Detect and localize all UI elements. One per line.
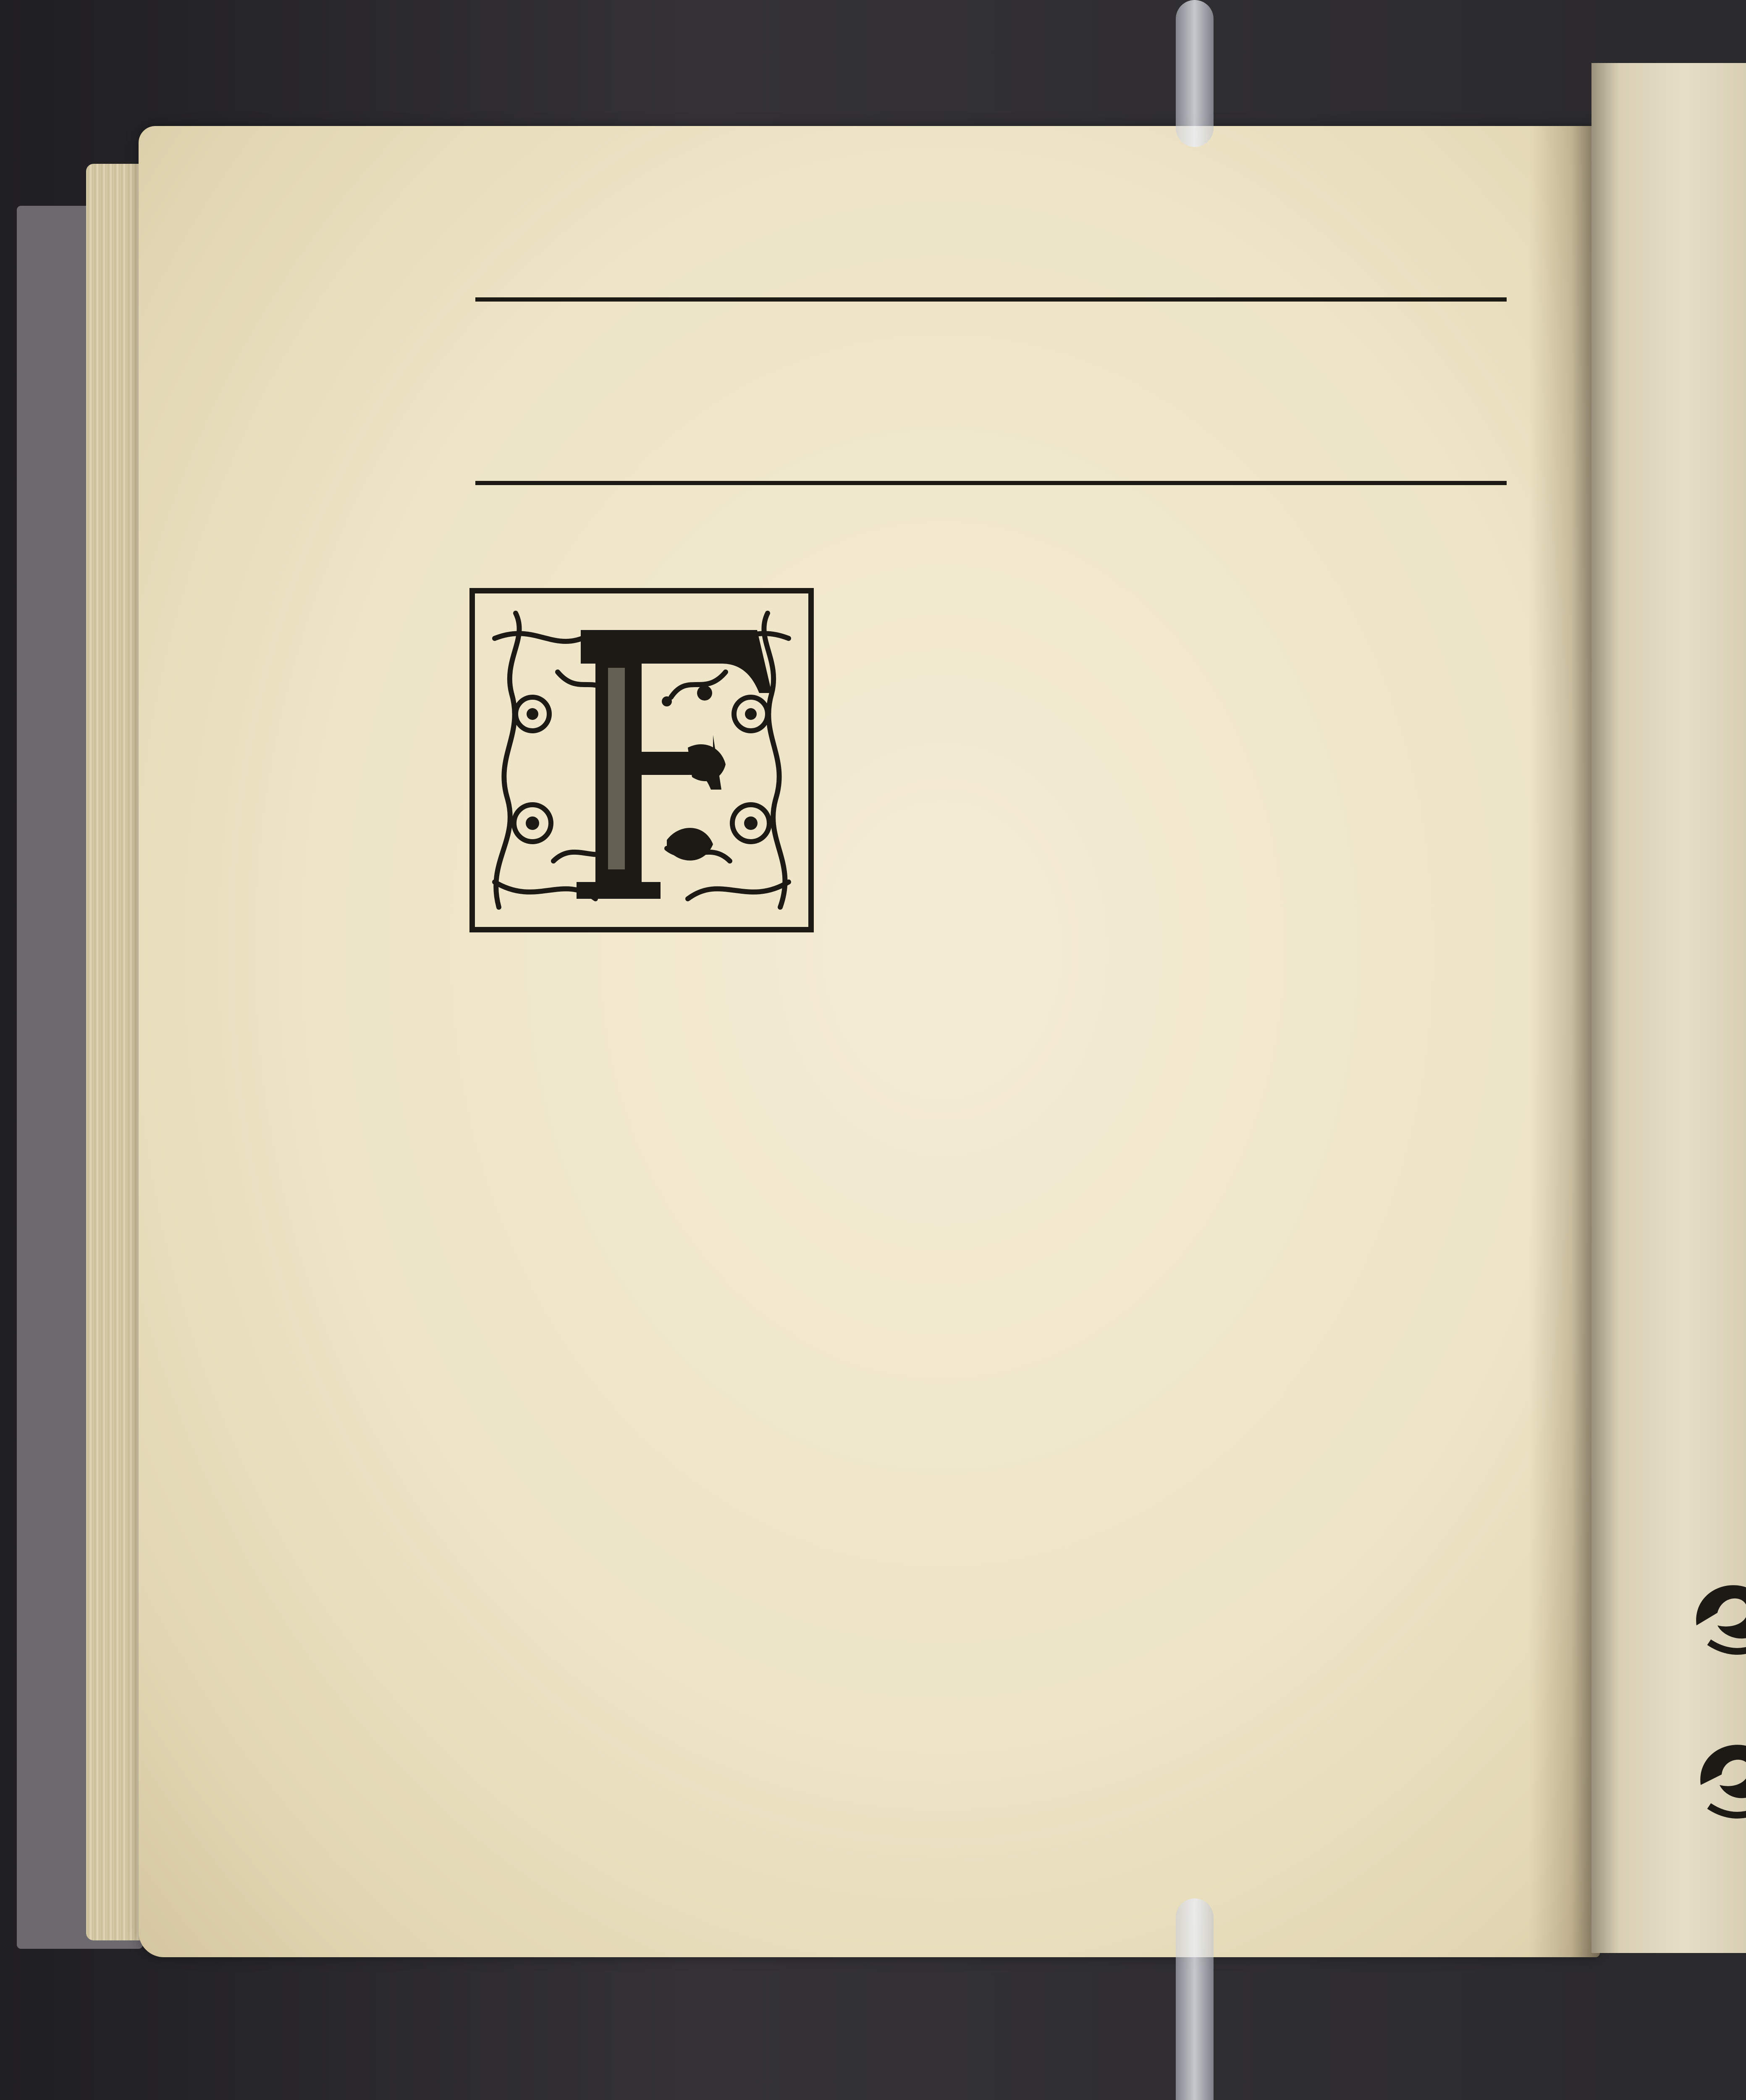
page-gutter-shadow — [1528, 126, 1600, 1957]
foliate-initial-frame-ornament — [469, 588, 814, 932]
glass-page-weight-bottom — [1176, 1898, 1214, 2100]
floral-headpiece-ornament — [475, 235, 1507, 548]
facing-page — [1591, 63, 1746, 1953]
pointing-hand-fleuron-ornament — [1684, 1567, 1746, 1869]
decorated-initial — [469, 588, 814, 932]
glass-page-weight-top — [1176, 0, 1214, 147]
